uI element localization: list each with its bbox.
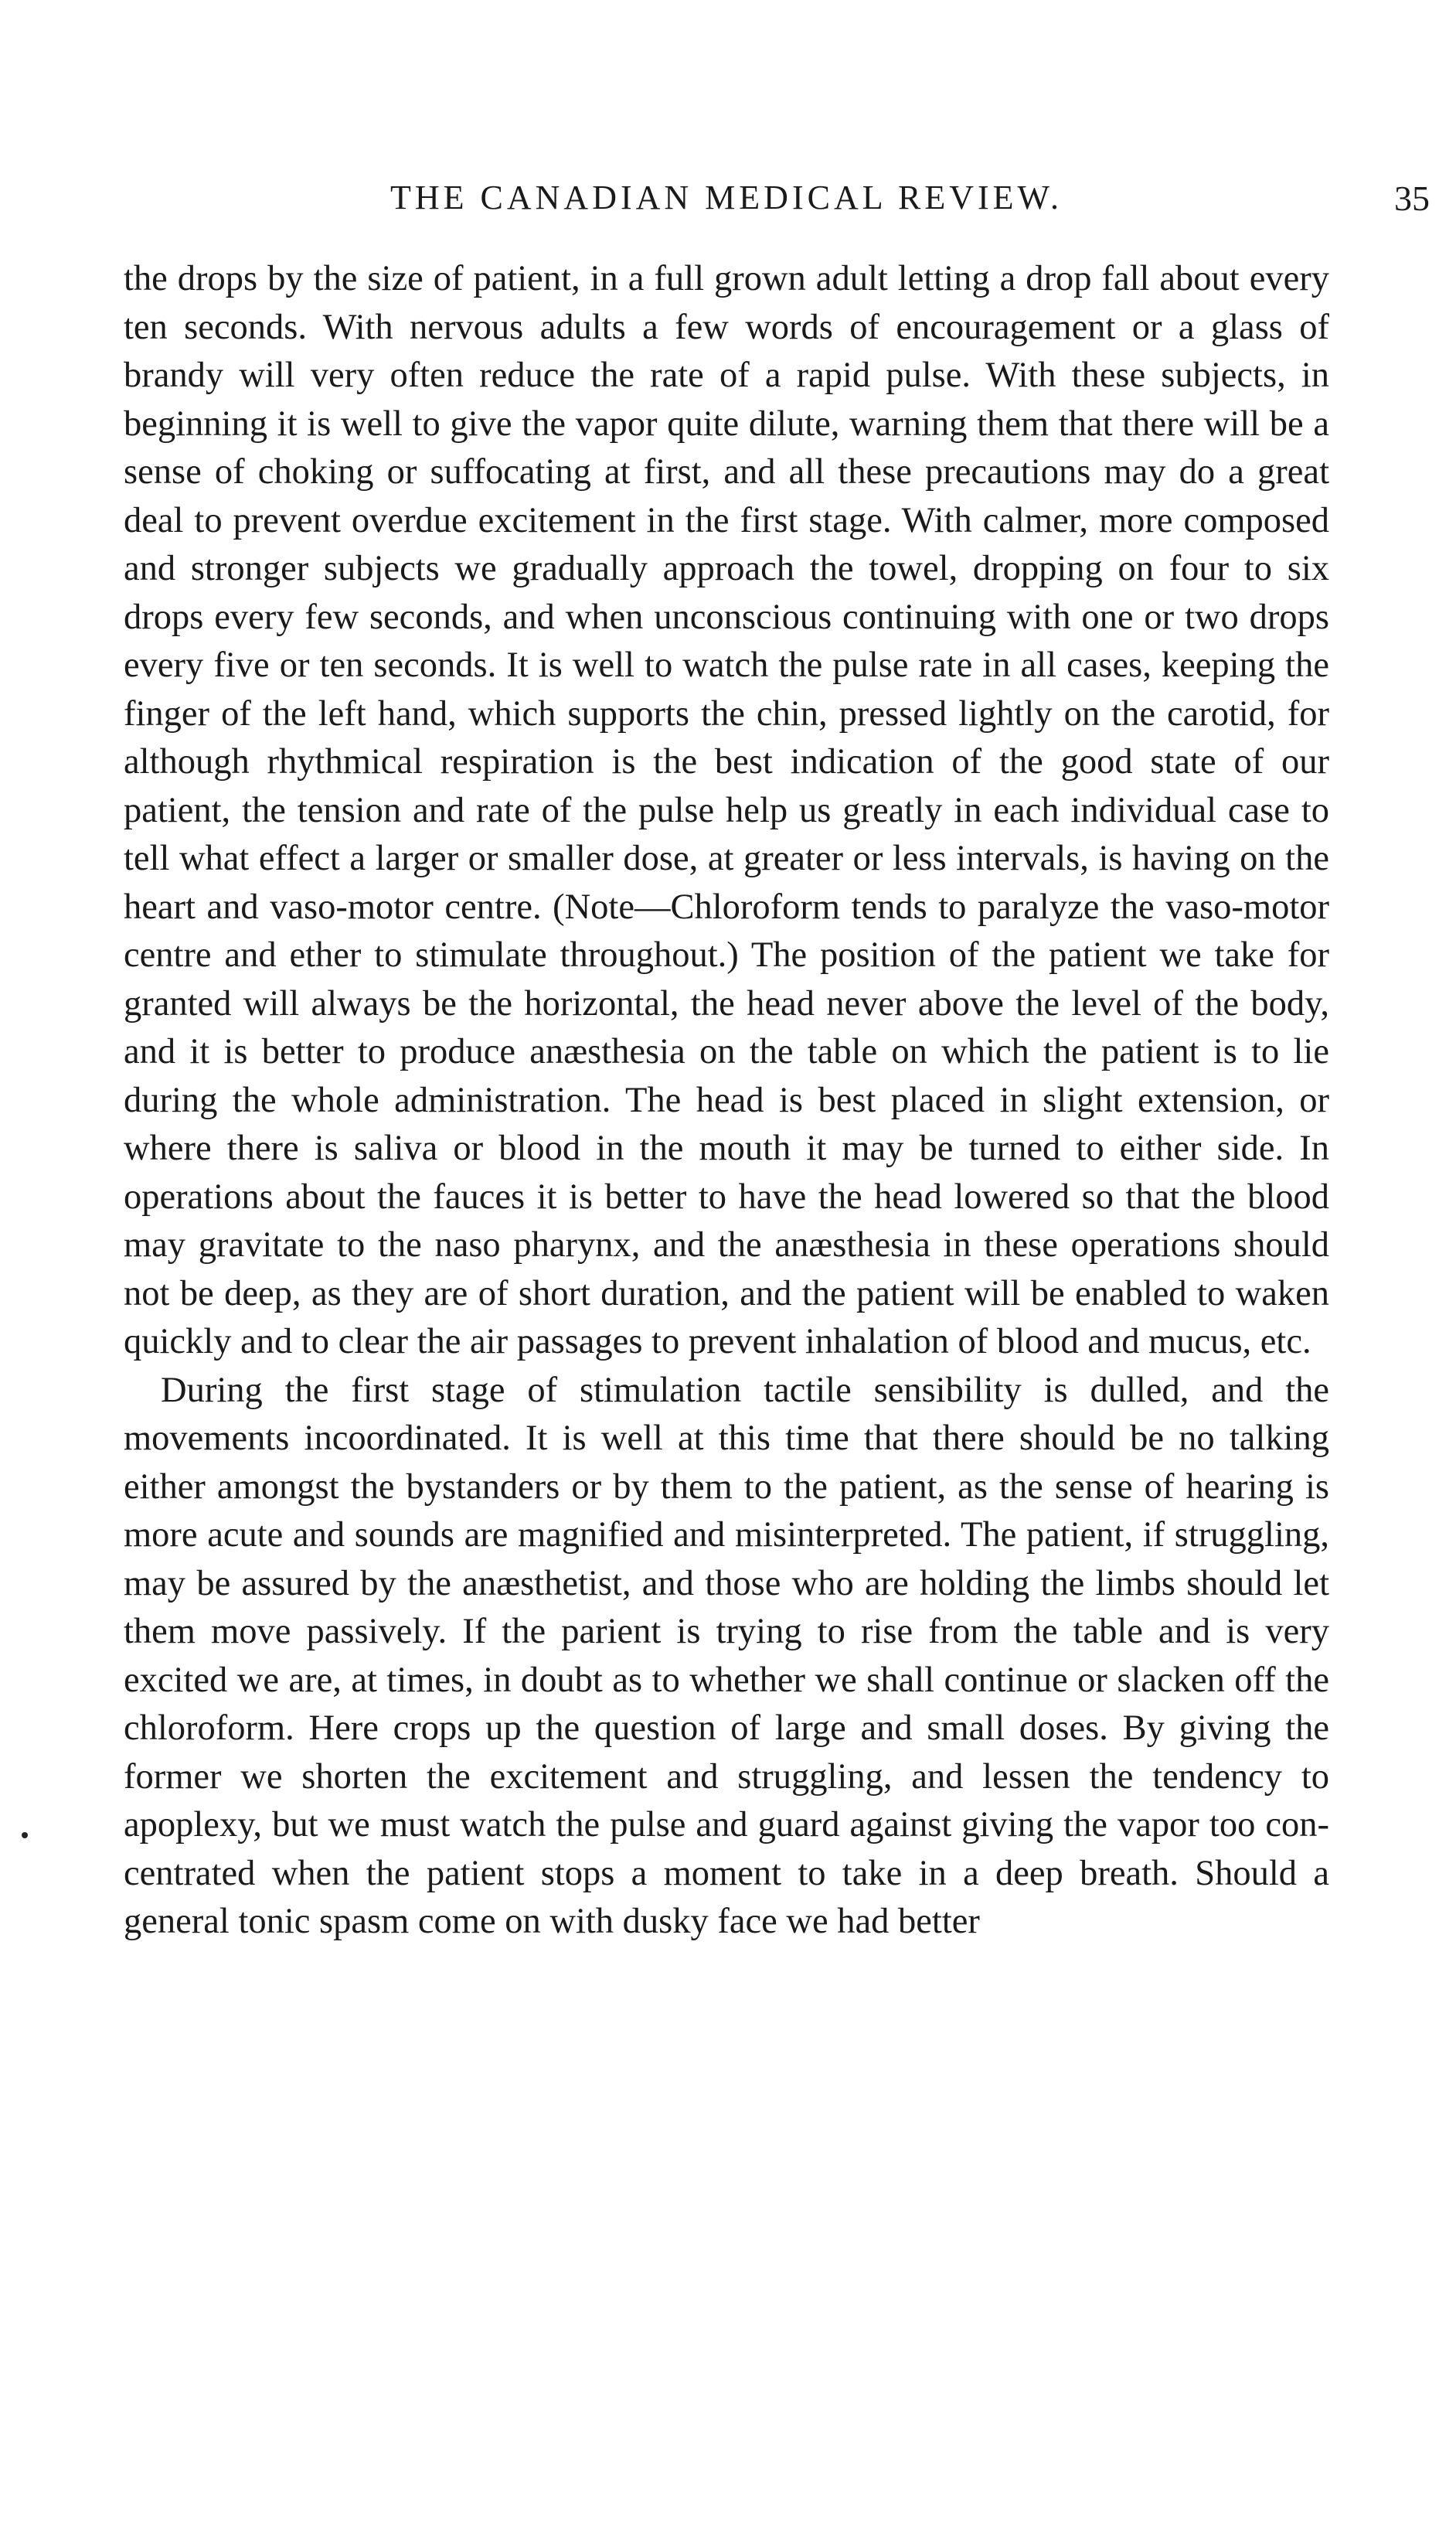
- journal-title: THE CANADIAN MEDICAL REVIEW.: [390, 179, 1063, 216]
- margin-speck: [22, 1832, 28, 1838]
- body-text: [124, 255, 1329, 1947]
- page-number: 35: [1394, 179, 1430, 218]
- running-head: [124, 155, 1430, 218]
- paragraph-continued: the drops by the size of patient, in a full grown adult letting a drop fall about every ten seconds. With nervous adults a few words of encouragement or a glass of brandy will very often reduce the rate of a rapid pulse. With these subjects, in beginning it is well to give the vapor quite dilute, warning them that there will be a sense of choking or suffocating at first, and all these precautions may do a great deal to prevent overdue excitement in the first stage. With calmer, more composed and stronger subjects we gradually approach the towel, dropping on four to six drops every few seconds, and when unconscious continuing with one or two drops every five or ten seconds. It is well to watch the pulse rate in all cases, keeping the finger of the left hand, which supports the chin, pressed lightly on the carotid, for although rhythmical respiration is the best indication of the good state of our patient, the tension and rate of the pulse help us greatly in each individual case to tell what effect a larger or smaller dose, at greater or less intervals, is having on the heart and vaso-motor centre. (Note—Chloroform tends to paralyze the vaso-motor centre and ether to stimulate throughout.) The position of the patient we take for granted will always be the horizontal, the head never above the level of the body, and it is better to produce anæsthesia on the table on which the patient is to lie during the whole administration. The head is best placed in slight extension, or where there is saliva or blood in the mouth it may be turned to either side. In operations about the fauces it is better to have the head lowered so that the blood may gravitate to the naso pharynx, and the anæsthesia in these operations should not be deep, as they are of short duration, and the patient will be enabled to waken quickly and to clear the air passages to prevent inhalation of blood and mucus, etc.: [124, 259, 1329, 1361]
- paragraph-first-stage: During the first stage of stimulation tactile sensibility is dulled, and the movements incoordinated. It is well at this time that there should be no talking either amongst the bystanders or by them to the patient, as the sense of hearing is more acute and sounds are magnified and misinterpreted. The patient, if struggling, may be assured by the anæsthetist, and those who are holding the limbs should let them move passively. If the parient is trying to rise from the table and is very excited we are, at times, in doubt as to whether we shall continue or slacken off the chloroform. Here crops up the question of large and small doses. By giving the former we shorten the excitement and struggling, and lessen the tendency to apoplexy, but we must watch the pulse and guard against giving the vapor too concentrated when the patient stops a moment to take in a deep breath. Should a general tonic spasm come on with dusky face we had better: [124, 1370, 1329, 1941]
- document-page: [124, 155, 1430, 1947]
